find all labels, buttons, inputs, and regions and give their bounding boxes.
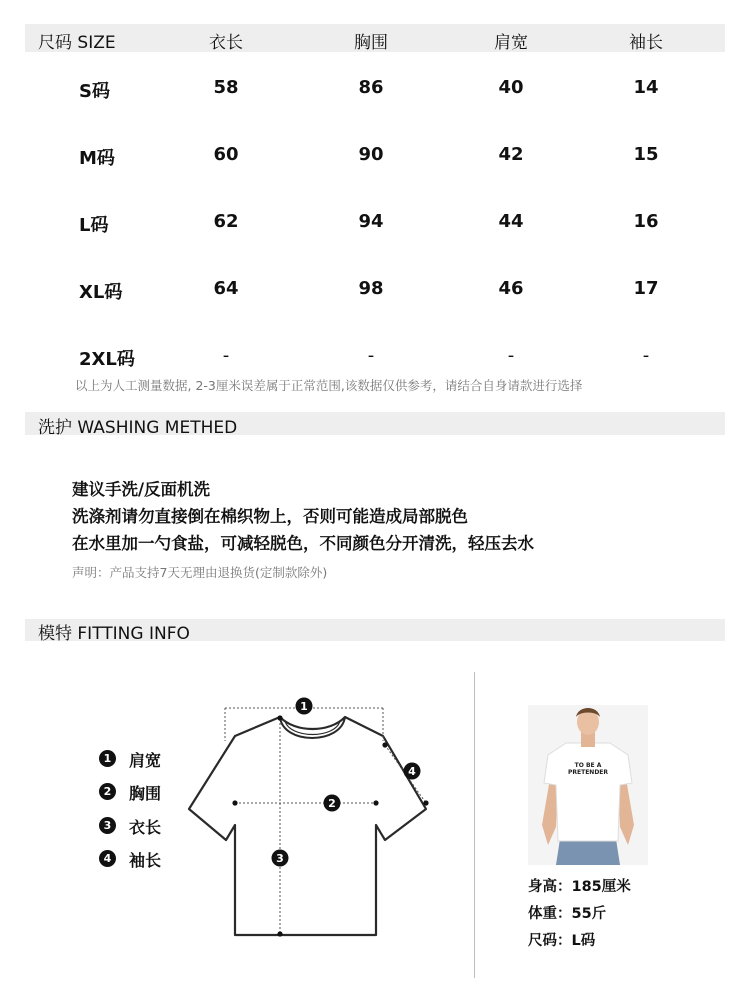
size-label: XL码 [79, 282, 123, 303]
legend-label: 衣长 [129, 818, 162, 837]
size-label: L码 [79, 215, 109, 236]
fitting-header-bar [25, 619, 725, 644]
table-cell: 42 [498, 144, 524, 165]
legend-label: 胸围 [129, 784, 162, 803]
model-height: 身高：185厘米 [528, 879, 631, 895]
table-cell: - [222, 345, 230, 366]
column-header-length: 衣长 [209, 33, 243, 53]
number-badge: 1 [99, 750, 116, 767]
table-cell: 40 [498, 77, 524, 98]
svg-text:2: 2 [328, 797, 336, 810]
table-cell: 90 [358, 144, 384, 165]
shirt-print-line: TO BE A [574, 762, 602, 769]
size-section-title: 尺码 SIZE [38, 33, 116, 53]
vertical-divider [474, 672, 475, 978]
table-cell: - [642, 345, 650, 366]
size-label: 2XL码 [79, 349, 135, 370]
badge-sleeve [404, 763, 421, 780]
table-cell: 86 [358, 77, 384, 98]
badge-chest [324, 795, 341, 812]
table-cell: 62 [213, 211, 239, 232]
washing-instruction: 在水里加一勺食盐，可减轻脱色，不同颜色分开清洗，轻压去水 [72, 534, 534, 553]
legend-label: 肩宽 [129, 751, 162, 770]
table-cell: 17 [633, 278, 659, 299]
table-cell: 60 [213, 144, 239, 165]
svg-text:3: 3 [276, 852, 284, 865]
tshirt-measurement-diagram [185, 693, 440, 943]
fitting-section-title: 模特 FITTING INFO [38, 624, 190, 644]
table-cell: 58 [213, 77, 239, 98]
badge-length [272, 850, 289, 867]
model-weight: 体重：55斤 [528, 906, 607, 922]
return-policy-note: 声明：产品支持7天无理由退换货(定制款除外) [72, 565, 328, 580]
legend-label: 袖长 [129, 851, 162, 870]
model-photo [528, 705, 648, 865]
table-cell: 44 [498, 211, 524, 232]
table-cell: 98 [358, 278, 384, 299]
number-badge: 4 [99, 850, 116, 867]
washing-header-bar [25, 412, 725, 438]
badge-shoulder [296, 698, 313, 715]
washing-section-title: 洗护 WASHING METHED [38, 418, 238, 438]
number-badge: 3 [99, 817, 116, 834]
column-header-shoulder: 肩宽 [494, 33, 528, 53]
washing-instruction: 建议手洗/反面机洗 [72, 480, 211, 499]
table-cell: 94 [358, 211, 384, 232]
svg-text:4: 4 [408, 765, 416, 778]
table-cell: - [367, 345, 375, 366]
table-cell: 16 [633, 211, 659, 232]
number-badge: 2 [99, 783, 116, 800]
column-header-chest: 胸围 [354, 33, 388, 53]
washing-instruction: 洗涤剂请勿直接倒在棉织物上，否则可能造成局部脱色 [72, 507, 468, 526]
model-illustration [528, 705, 648, 865]
shirt-print-line: PRETENDER [567, 769, 609, 776]
size-label: S码 [79, 81, 110, 102]
table-cell: 15 [633, 144, 659, 165]
model-size: 尺码：L码 [528, 933, 596, 949]
size-label: M码 [79, 148, 115, 169]
svg-text:1: 1 [300, 700, 308, 713]
table-cell: 64 [213, 278, 239, 299]
table-cell: 46 [498, 278, 524, 299]
table-cell: 14 [633, 77, 659, 98]
size-disclaimer: 以上为人工测量数据, 2-3厘米误差属于正常范围,该数据仅供参考，请结合自身请款进行选择 [75, 378, 583, 393]
table-cell: - [507, 345, 515, 366]
tshirt-outline [189, 717, 426, 935]
column-header-sleeve: 袖长 [629, 33, 663, 53]
